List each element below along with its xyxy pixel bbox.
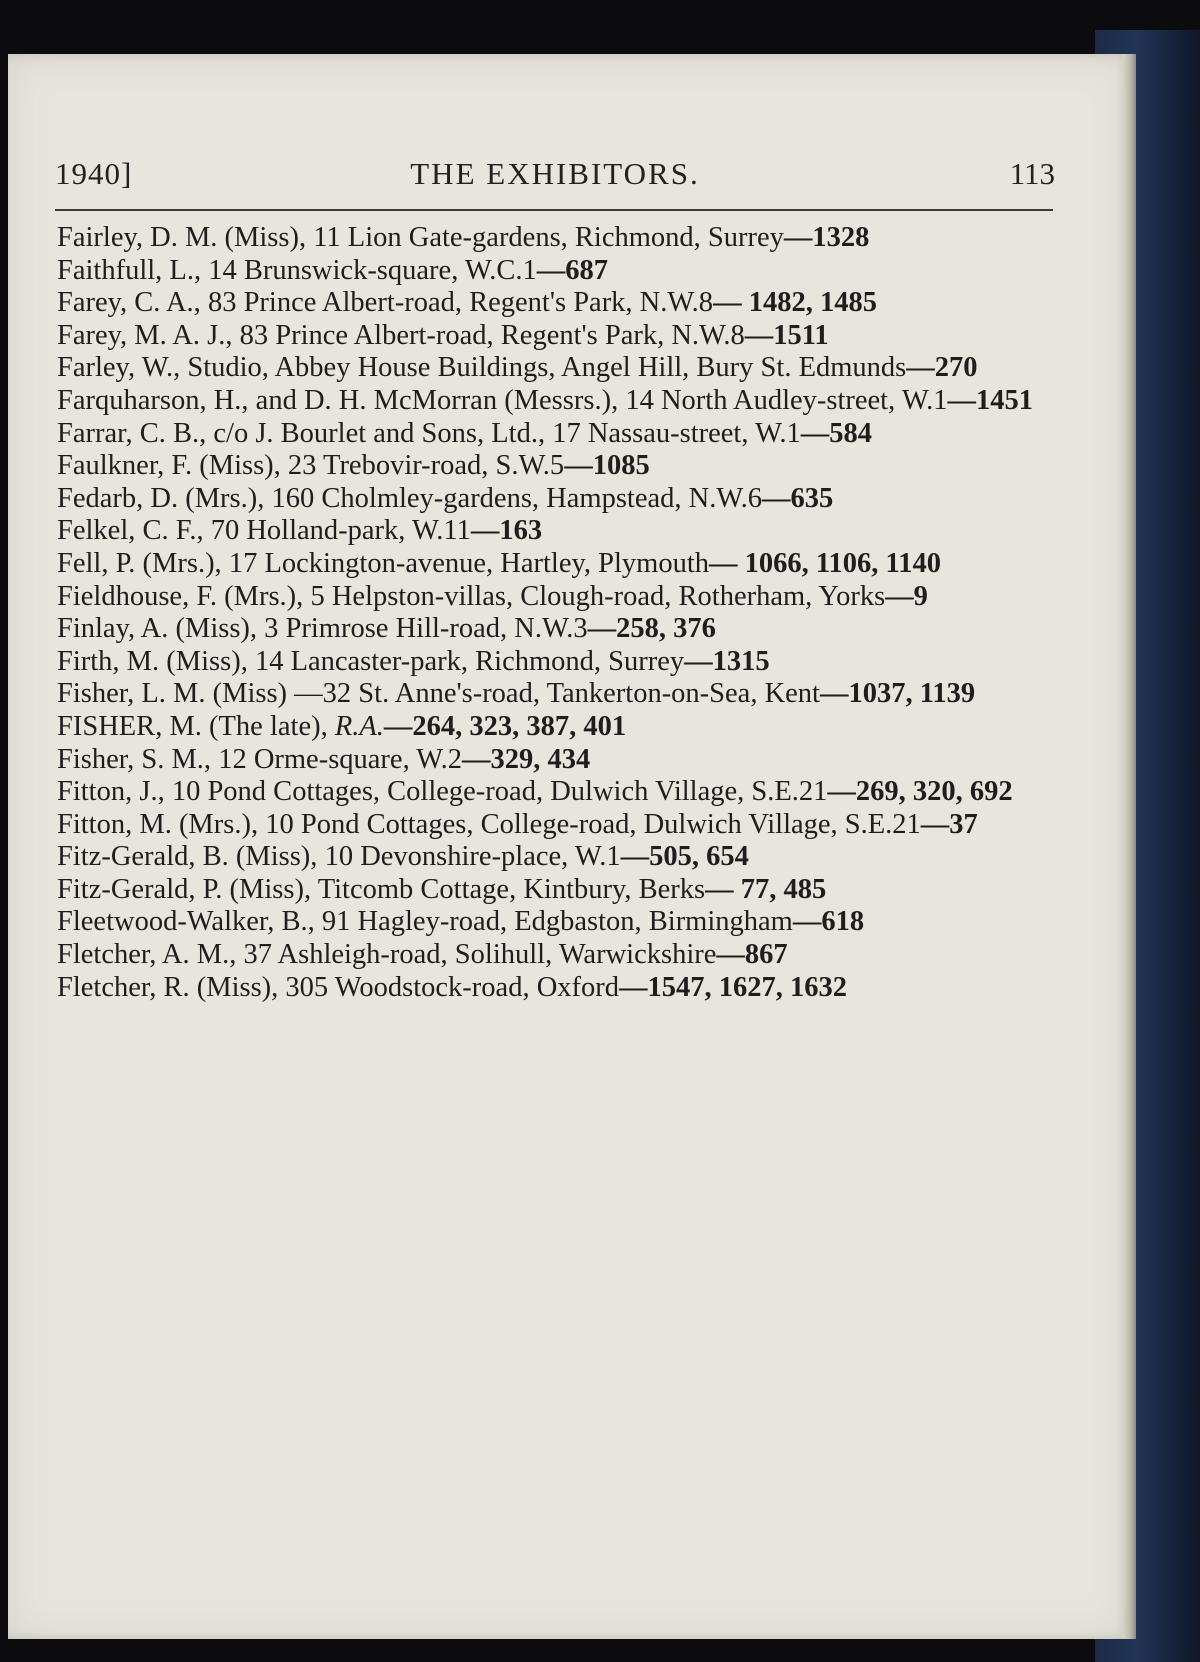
exhibitor-name: FISHER, M. (The late), (57, 710, 328, 742)
exhibitor-address: 12 Orme-square, W.2 (218, 743, 462, 775)
exhibitor-address: 14 Lancaster-park, Richmond, Surrey (254, 645, 685, 677)
exhibitor-address: 10 Pond Cottages, College-road, Dulwich Village, S.E.21 (265, 808, 921, 840)
catalogue-numbers: —1328 (783, 222, 870, 253)
catalogue-numbers: —1037, 1139 (819, 678, 976, 710)
exhibitor-name: Fletcher, R. (Miss), (57, 971, 279, 1003)
exhibitor-address: 70 Holland-park, W.11 (210, 515, 471, 547)
exhibitor-entry (57, 548, 1055, 581)
exhibitor-address: R.A. (334, 710, 384, 742)
exhibitor-entry (57, 255, 1055, 288)
exhibitor-name: Farquharson, H., and D. H. McMorran (Messrs.), (57, 384, 619, 416)
exhibitor-entry (57, 450, 1055, 483)
catalogue-numbers: —687 (536, 254, 608, 286)
exhibitor-name: Farey, C. A., (57, 287, 201, 319)
catalogue-numbers: —270 (906, 352, 978, 384)
exhibitor-entry (57, 906, 1055, 939)
catalogue-numbers: —163 (470, 515, 543, 547)
catalogue-numbers: —37 (920, 808, 978, 840)
exhibitor-name: Fedarb, D. (Mrs.), (57, 482, 265, 514)
exhibitor-address: 305 Woodstock-road, Oxford (285, 971, 620, 1003)
exhibitor-name: Fieldhouse, F. (Mrs.), (57, 580, 304, 612)
catalogue-numbers: — 77, 485 (705, 873, 827, 905)
exhibitor-address: 14 North Audley-street, W.1 (625, 384, 948, 416)
exhibitor-address: 11 Lion Gate-gardens, Richmond, Surrey (313, 222, 784, 253)
header-title: THE EXHIBITORS. (410, 156, 700, 191)
catalogue-numbers: —1547, 1627, 1632 (619, 971, 848, 1003)
exhibitor-entry (57, 874, 1055, 907)
exhibitor-entry (57, 483, 1055, 516)
exhibitor-list (57, 222, 1055, 1004)
catalogue-numbers: —9 (885, 580, 928, 612)
catalogue-numbers: —258, 376 (587, 613, 716, 645)
catalogue-numbers: —1315 (684, 645, 770, 677)
exhibitor-entry (57, 385, 1055, 418)
exhibitor-address: 10 Devonshire-place, W.1 (324, 841, 621, 873)
page-edge (1122, 54, 1136, 1639)
exhibitor-entry (57, 809, 1055, 842)
exhibitor-entry (57, 320, 1055, 353)
exhibitor-name: Finlay, A. (Miss), (57, 613, 258, 645)
exhibitor-entry (57, 515, 1055, 548)
exhibitor-name: Fletcher, A. M., (57, 939, 237, 971)
catalogue-numbers: —584 (800, 417, 872, 449)
exhibitor-entry (57, 678, 1055, 711)
header-year: 1940] (55, 156, 133, 191)
exhibitor-address: 10 Pond Cottages, College-road, Dulwich Village, S.E.21 (171, 776, 828, 808)
exhibitor-entry (57, 711, 1055, 744)
exhibitor-name: Felkel, C. F., (57, 515, 204, 547)
exhibitor-address: 3 Primrose Hill-road, N.W.3 (264, 613, 588, 645)
exhibitor-address: 5 Helpston-villas, Clough-road, Rotherham, Yorks (310, 580, 886, 612)
catalogue-numbers: — 1066, 1106, 1140 (709, 547, 941, 579)
exhibitor-entry (57, 939, 1055, 972)
catalogue-numbers: —635 (762, 482, 834, 514)
exhibitor-address: —32 St. Anne's-road, Tankerton-on-Sea, Kent (294, 678, 820, 710)
catalogue-numbers: —618 (792, 906, 865, 938)
exhibitor-name: Fairley, D. M. (Miss), (57, 222, 307, 253)
exhibitor-entry (57, 613, 1055, 646)
exhibitor-address: 91 Hagley-road, Edgbaston, Birmingham (321, 906, 793, 938)
catalogue-numbers: —264, 323, 387, 401 (383, 710, 627, 742)
catalogue-numbers: —1085 (564, 450, 650, 482)
exhibitor-address: Titcomb Cottage, Kintbury, Berks (317, 873, 706, 905)
exhibitor-entry (57, 352, 1055, 385)
exhibitor-address: 37 Ashleigh-road, Solihull, Warwickshire (243, 939, 717, 971)
catalogue-numbers: — 1482, 1485 (713, 287, 877, 319)
running-header (55, 156, 1055, 200)
catalogue-numbers: —1451 (947, 384, 1033, 416)
exhibitor-entry (57, 646, 1055, 679)
exhibitor-address: Studio, Abbey House Buildings, Angel Hill, Bury St. Edmunds (187, 352, 907, 384)
catalogue-numbers: —505, 654 (620, 841, 749, 873)
exhibitor-address: 14 Brunswick-square, W.C.1 (208, 254, 537, 286)
exhibitor-name: Fell, P. (Mrs.), (57, 547, 222, 579)
exhibitor-address: 17 Lockington-avenue, Hartley, Plymouth (228, 547, 709, 579)
catalogue-numbers: —867 (716, 939, 788, 971)
exhibitor-address: 23 Trebovir-road, S.W.5 (287, 450, 565, 482)
catalogue-numbers: —329, 434 (461, 743, 591, 775)
exhibitor-entry (57, 222, 1055, 255)
exhibitor-address: 160 Cholmley-gardens, Hampstead, N.W.6 (271, 482, 762, 514)
exhibitor-name: Fitton, M. (Mrs.), (57, 808, 259, 840)
exhibitor-entry (57, 287, 1055, 320)
catalogue-numbers: —269, 320, 692 (827, 776, 1013, 808)
exhibitor-name: Fitz-Gerald, P. (Miss), (57, 873, 312, 905)
exhibitor-entry (57, 841, 1055, 874)
exhibitor-name: Fitton, J., (57, 776, 165, 808)
exhibitor-address: c/o J. Bourlet and Sons, Ltd., 17 Nassau-street, W.1 (213, 417, 801, 449)
exhibitor-name: Farey, M. A. J., (57, 319, 233, 351)
exhibitor-entry (57, 744, 1055, 777)
page-number: 113 (1009, 156, 1055, 191)
exhibitor-name: Fleetwood-Walker, B., (57, 906, 315, 938)
exhibitor-name: Fisher, L. M. (Miss) (57, 678, 288, 710)
exhibitor-entry (57, 972, 1055, 1005)
exhibitor-name: Firth, M. (Miss), (57, 645, 248, 677)
exhibitor-name: Farrar, C. B., (57, 417, 207, 449)
exhibitor-name: Fitz-Gerald, B. (Miss), (57, 841, 318, 873)
exhibitor-entry (57, 776, 1055, 809)
exhibitor-name: Fisher, S. M., (57, 743, 212, 775)
exhibitor-address: 83 Prince Albert-road, Regent's Park, N.W.8 (207, 287, 714, 319)
header-rule (55, 209, 1053, 211)
catalogue-numbers: —1511 (744, 319, 829, 351)
exhibitor-name: Faulkner, F. (Miss), (57, 450, 281, 482)
exhibitor-name: Faithfull, L., (57, 254, 202, 286)
exhibitor-entry (57, 581, 1055, 614)
exhibitor-address: 83 Prince Albert-road, Regent's Park, N.W.8 (239, 319, 745, 351)
exhibitor-entry (57, 418, 1055, 451)
exhibitor-name: Farley, W., (57, 352, 181, 384)
